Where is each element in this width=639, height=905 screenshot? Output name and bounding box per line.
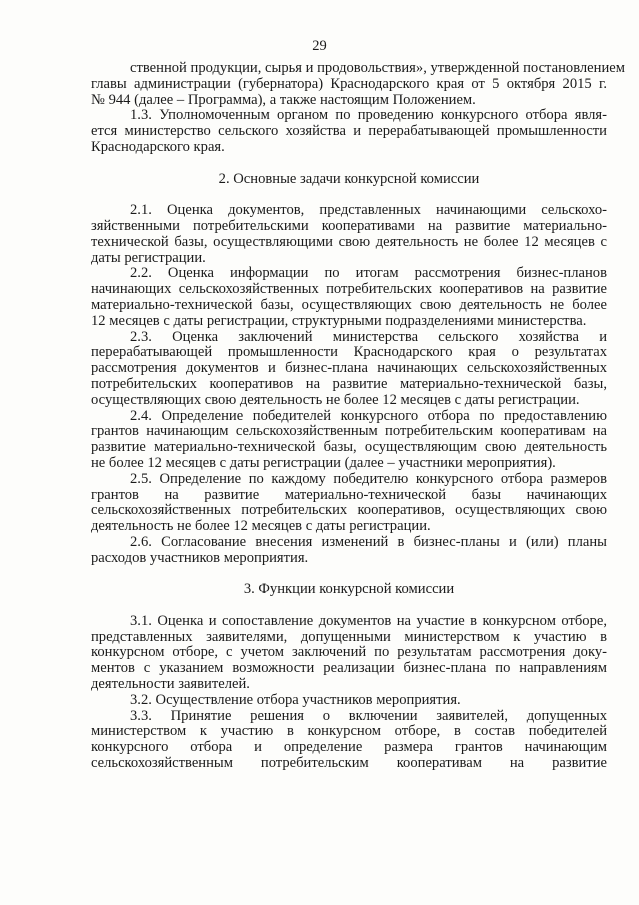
text-line: 2.4. Определение победителей конкурсного отбора по предоставлению xyxy=(130,407,607,424)
paragraph xyxy=(91,330,607,409)
text-line: деятельности заявителей. xyxy=(91,676,250,693)
text-line: конкурсного отбора и определение размера грантов начинающим xyxy=(91,739,607,756)
paragraph xyxy=(91,409,607,472)
text-line: 12 месяцев с даты регистрации, структурными подразделениями министерства. xyxy=(91,312,587,329)
text-line: ментов с указанием возможности реализации бизнес-плана по направлениям xyxy=(91,660,607,677)
text-line: министерством к участию в конкурсном отборе, в состав победителей xyxy=(91,723,607,740)
text-line: № 944 (далее – Программа), а также настоящим Положением. xyxy=(91,91,476,108)
text-line: грантов на развитие материально-технической базы начинающих xyxy=(91,486,607,503)
spacer xyxy=(91,187,607,203)
text-line: 2.5. Определение по каждому победителю конкурсного отбора размеров xyxy=(130,470,607,487)
section-heading: 3. Функции конкурсной комиссии xyxy=(243,581,455,598)
text-line: грантов начинающим сельскохозяйственным потребительским кооперативам на xyxy=(91,423,607,440)
text-line: 2.6. Согласование внесения изменений в бизнес-планы и (или) планы xyxy=(130,533,607,550)
text-line: 2.1. Оценка документов, представленных начинающими сельскохо- xyxy=(130,202,607,219)
paragraph xyxy=(91,535,607,567)
text-line: Краснодарского края. xyxy=(91,138,225,155)
paragraph xyxy=(91,709,607,772)
text-line: осуществляющих свою деятельность не более 12 месяцев с даты регистрации. xyxy=(91,391,580,408)
paragraph xyxy=(91,266,607,329)
text-line: сельскохозяйственным потребительским кооперативам на развитие xyxy=(91,755,607,772)
spacer xyxy=(91,598,607,614)
spacer xyxy=(91,156,607,172)
text-line: 3.1. Оценка и сопоставление документов на участие в конкурсном отборе, xyxy=(130,612,607,629)
page-number: 29 xyxy=(312,38,327,54)
text-line: ственной продукции, сырья и продовольствия», утвержденной постановлением xyxy=(130,60,625,76)
text-line: сельскохозяйственных потребительских кооперативов, осуществляющих свою xyxy=(91,502,607,519)
section-heading: 2. Основные задачи конкурсной комиссии xyxy=(218,170,480,187)
text-line: главы администрации (губернатора) Краснодарского края от 5 октября 2015 г. xyxy=(91,75,607,92)
text-line: ется министерство сельского хозяйства и перерабатывающей промышленности xyxy=(91,123,607,140)
paragraph xyxy=(91,472,607,535)
text-line: 3.3. Принятие решения о включении заявителей, допущенных xyxy=(130,707,607,724)
document-body xyxy=(91,60,625,772)
paragraph xyxy=(91,693,607,709)
paragraph xyxy=(91,203,607,266)
text-line: конкурсном отборе, с учетом заключений по результатам рассмотрения доку- xyxy=(91,644,607,661)
spacer xyxy=(91,567,607,583)
text-line: не более 12 месяцев с даты регистрации (далее – участники мероприятия). xyxy=(91,454,556,471)
paragraph xyxy=(91,108,607,155)
text-line: 1.3. Уполномоченным органом по проведению конкурсного отбора явля- xyxy=(130,107,607,124)
paragraph xyxy=(91,60,625,108)
text-line: представленных заявителями, допущенными министерством к участию в xyxy=(91,628,607,645)
text-line: перерабатывающей промышленности Краснодарского края о результатах xyxy=(91,344,607,361)
text-line: расходов участников мероприятия. xyxy=(91,549,309,566)
text-line: 2.3. Оценка заключений министерства сельского хозяйства и xyxy=(130,328,607,345)
text-line: начинающих сельскохозяйственных потребительских кооперативов на развитие xyxy=(91,281,607,298)
text-line: 2.2. Оценка информации по итогам рассмотрения бизнес-планов xyxy=(130,265,607,282)
text-line: технической базы, осуществляющими свою деятельность не более 12 месяцев с xyxy=(91,233,607,250)
text-line: рассмотрения документов и бизнес-плана начинающих сельскохозяйственных xyxy=(91,360,607,377)
text-line: даты регистрации. xyxy=(91,249,206,266)
paragraph xyxy=(91,614,607,693)
text-line: развитие материально-технической базы, осуществляющим свою деятельность xyxy=(91,439,607,456)
text-line: зяйственными потребительскими кооперативами на развитие материально- xyxy=(91,217,607,234)
text-line: потребительских кооперативов на развитие материально-технической базы, xyxy=(91,375,607,392)
text-line: материально-технической базы, осуществляющих свою деятельность не более xyxy=(91,296,607,313)
text-line: 3.2. Осуществление отбора участников мероприятия. xyxy=(130,691,461,708)
text-line: деятельность не более 12 месяцев с даты регистрации. xyxy=(91,518,431,535)
